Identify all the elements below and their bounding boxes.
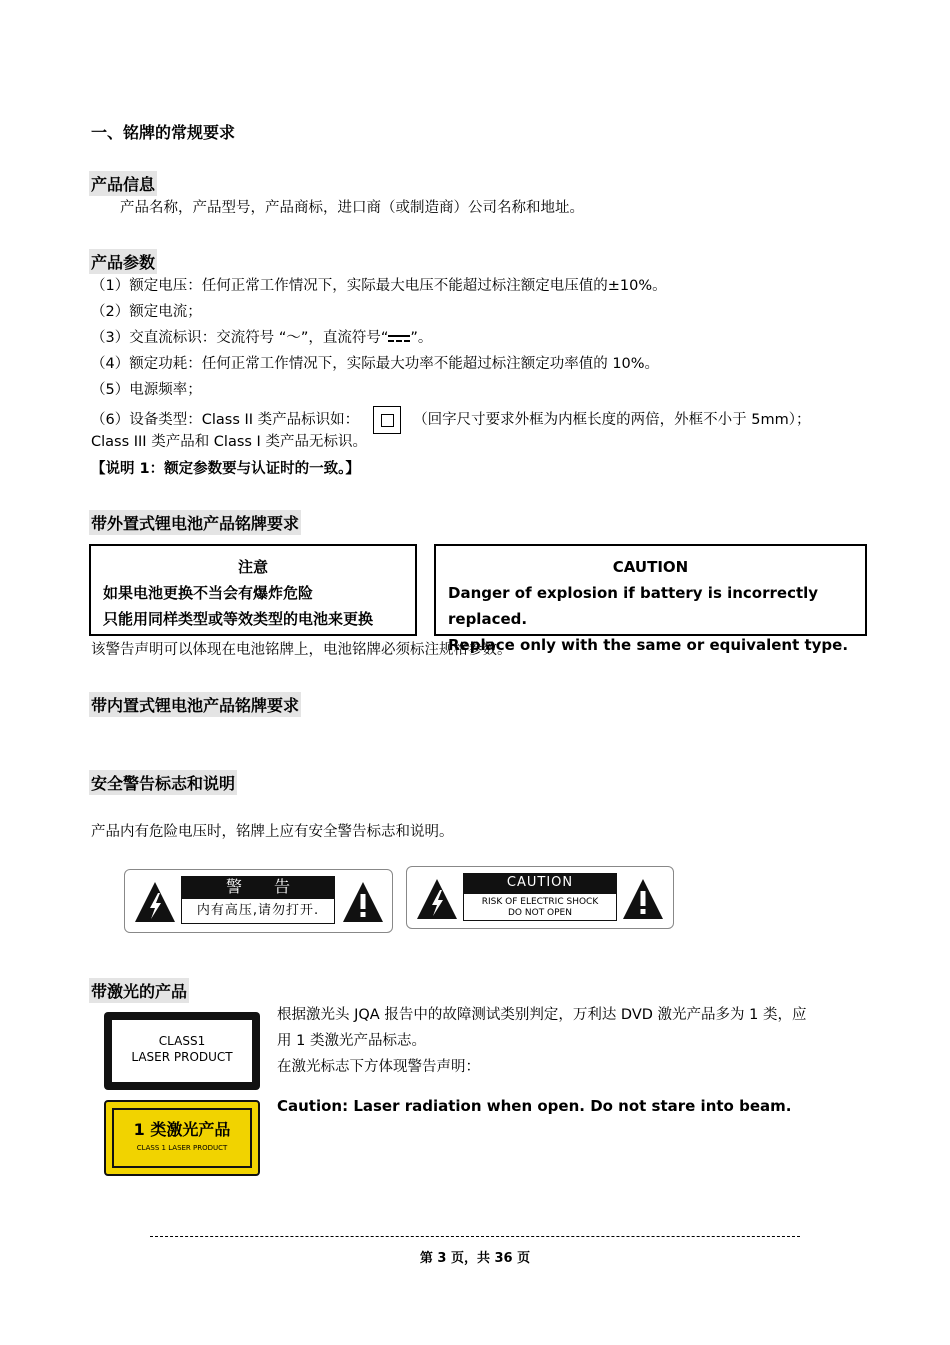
product-info-text: 产品名称，产品型号，产品商标，进口商（或制造商）公司名称和地址。 — [120, 200, 584, 216]
battery-note: 该警告声明可以体现在电池铭牌上，电池铭牌必须标注规格参数。 — [91, 642, 512, 658]
param-item: （5）电源频率； — [91, 382, 202, 398]
param-item-text: （6）设备类型：Class II 类产品标识如： — [91, 412, 360, 428]
warning-text-line: RISK OF ELECTRIC SHOCK — [481, 897, 599, 907]
param-item — [91, 328, 432, 348]
warning-title: 警 告 — [181, 876, 335, 898]
lightning-warning-icon — [415, 877, 459, 921]
heading-external-battery: 带外置式锂电池产品铭牌要求 — [89, 510, 301, 535]
box-title: CAUTION — [612, 558, 689, 576]
exclamation-warning-icon — [341, 880, 385, 924]
lightning-warning-icon — [133, 880, 177, 924]
section-title: 一、铭牌的常规要求 — [91, 123, 236, 142]
param-item: （1）额定电压：任何正常工作情况下，实际最大电压不能超过标注额定电压值的±10%。 — [91, 278, 667, 294]
footer-divider — [150, 1236, 800, 1237]
param-item-suffix: ”。 — [410, 330, 433, 346]
laser-label-big: 1 类激光产品 — [133, 1120, 231, 1139]
page-number: 第 3 页，共 36 页 — [419, 1251, 531, 1266]
heading-safety-warning: 安全警告标志和说明 — [89, 770, 237, 795]
param-item: （2）额定电流； — [91, 304, 202, 320]
box-title: 注意 — [237, 558, 268, 576]
laser-label-line: CLASS1 — [158, 1034, 206, 1048]
param-item — [91, 406, 811, 434]
warning-label-cn — [124, 869, 393, 933]
warning-text-line: DO NOT OPEN — [508, 908, 572, 918]
laser-text: 用 1 类激光产品标志。 — [277, 1033, 426, 1049]
laser-label-line: LASER PRODUCT — [131, 1050, 233, 1064]
class-ii-symbol-icon — [373, 406, 401, 434]
box-line: Danger of explosion if battery is incorrectly replaced. — [448, 584, 819, 628]
box-line: Replace only with the same or equivalent type. — [448, 636, 849, 654]
laser-caution: Caution: Laser radiation when open. Do not stare into beam. — [277, 1097, 792, 1115]
dc-symbol-icon — [388, 335, 410, 342]
param-item-text: （3）交直流标识：交流符号 “～”，直流符号“ — [91, 330, 389, 346]
safety-warning-text: 产品内有危险电压时，铭牌上应有安全警告标志和说明。 — [91, 824, 454, 840]
heading-product-params: 产品参数 — [89, 249, 157, 274]
class1-laser-label — [104, 1012, 260, 1090]
box-line: 如果电池更换不当会有爆炸危险 — [103, 584, 314, 602]
laser-label-small: CLASS 1 LASER PRODUCT — [136, 1144, 228, 1152]
battery-caution-en-box — [434, 544, 867, 654]
heading-product-info: 产品信息 — [89, 171, 157, 196]
heading-internal-battery: 带内置式锂电池产品铭牌要求 — [89, 692, 301, 717]
laser-text: 在激光标志下方体现警告声明： — [277, 1059, 480, 1075]
battery-caution-cn-box — [89, 544, 417, 636]
warning-title: CAUTION — [463, 873, 617, 893]
exclamation-warning-icon — [621, 877, 665, 921]
heading-laser: 带激光的产品 — [89, 978, 189, 1003]
class1-laser-label-cn — [104, 1100, 260, 1176]
param-item-text: （回字尺寸要求外框为内框长度的两倍，外框不小于 5mm）； — [413, 412, 811, 428]
param-note: 【说明 1：额定参数要与认证时的一致。】 — [91, 461, 360, 477]
param-item: （4）额定功耗：任何正常工作情况下，实际最大功率不能超过标注额定功率值的 10%。 — [91, 356, 660, 372]
warning-text: 内有高压,请勿打开. — [181, 898, 335, 924]
warning-label-en — [406, 866, 674, 929]
param-item: Class III 类产品和 Class I 类产品无标识。 — [91, 434, 367, 450]
warning-text-block — [463, 893, 617, 921]
laser-text: 根据激光头 JQA 报告中的故障测试类别判定，万利达 DVD 激光产品多为 1 类，应 — [277, 1007, 807, 1023]
box-line: 只能用同样类型或等效类型的电池来更换 — [103, 610, 374, 628]
